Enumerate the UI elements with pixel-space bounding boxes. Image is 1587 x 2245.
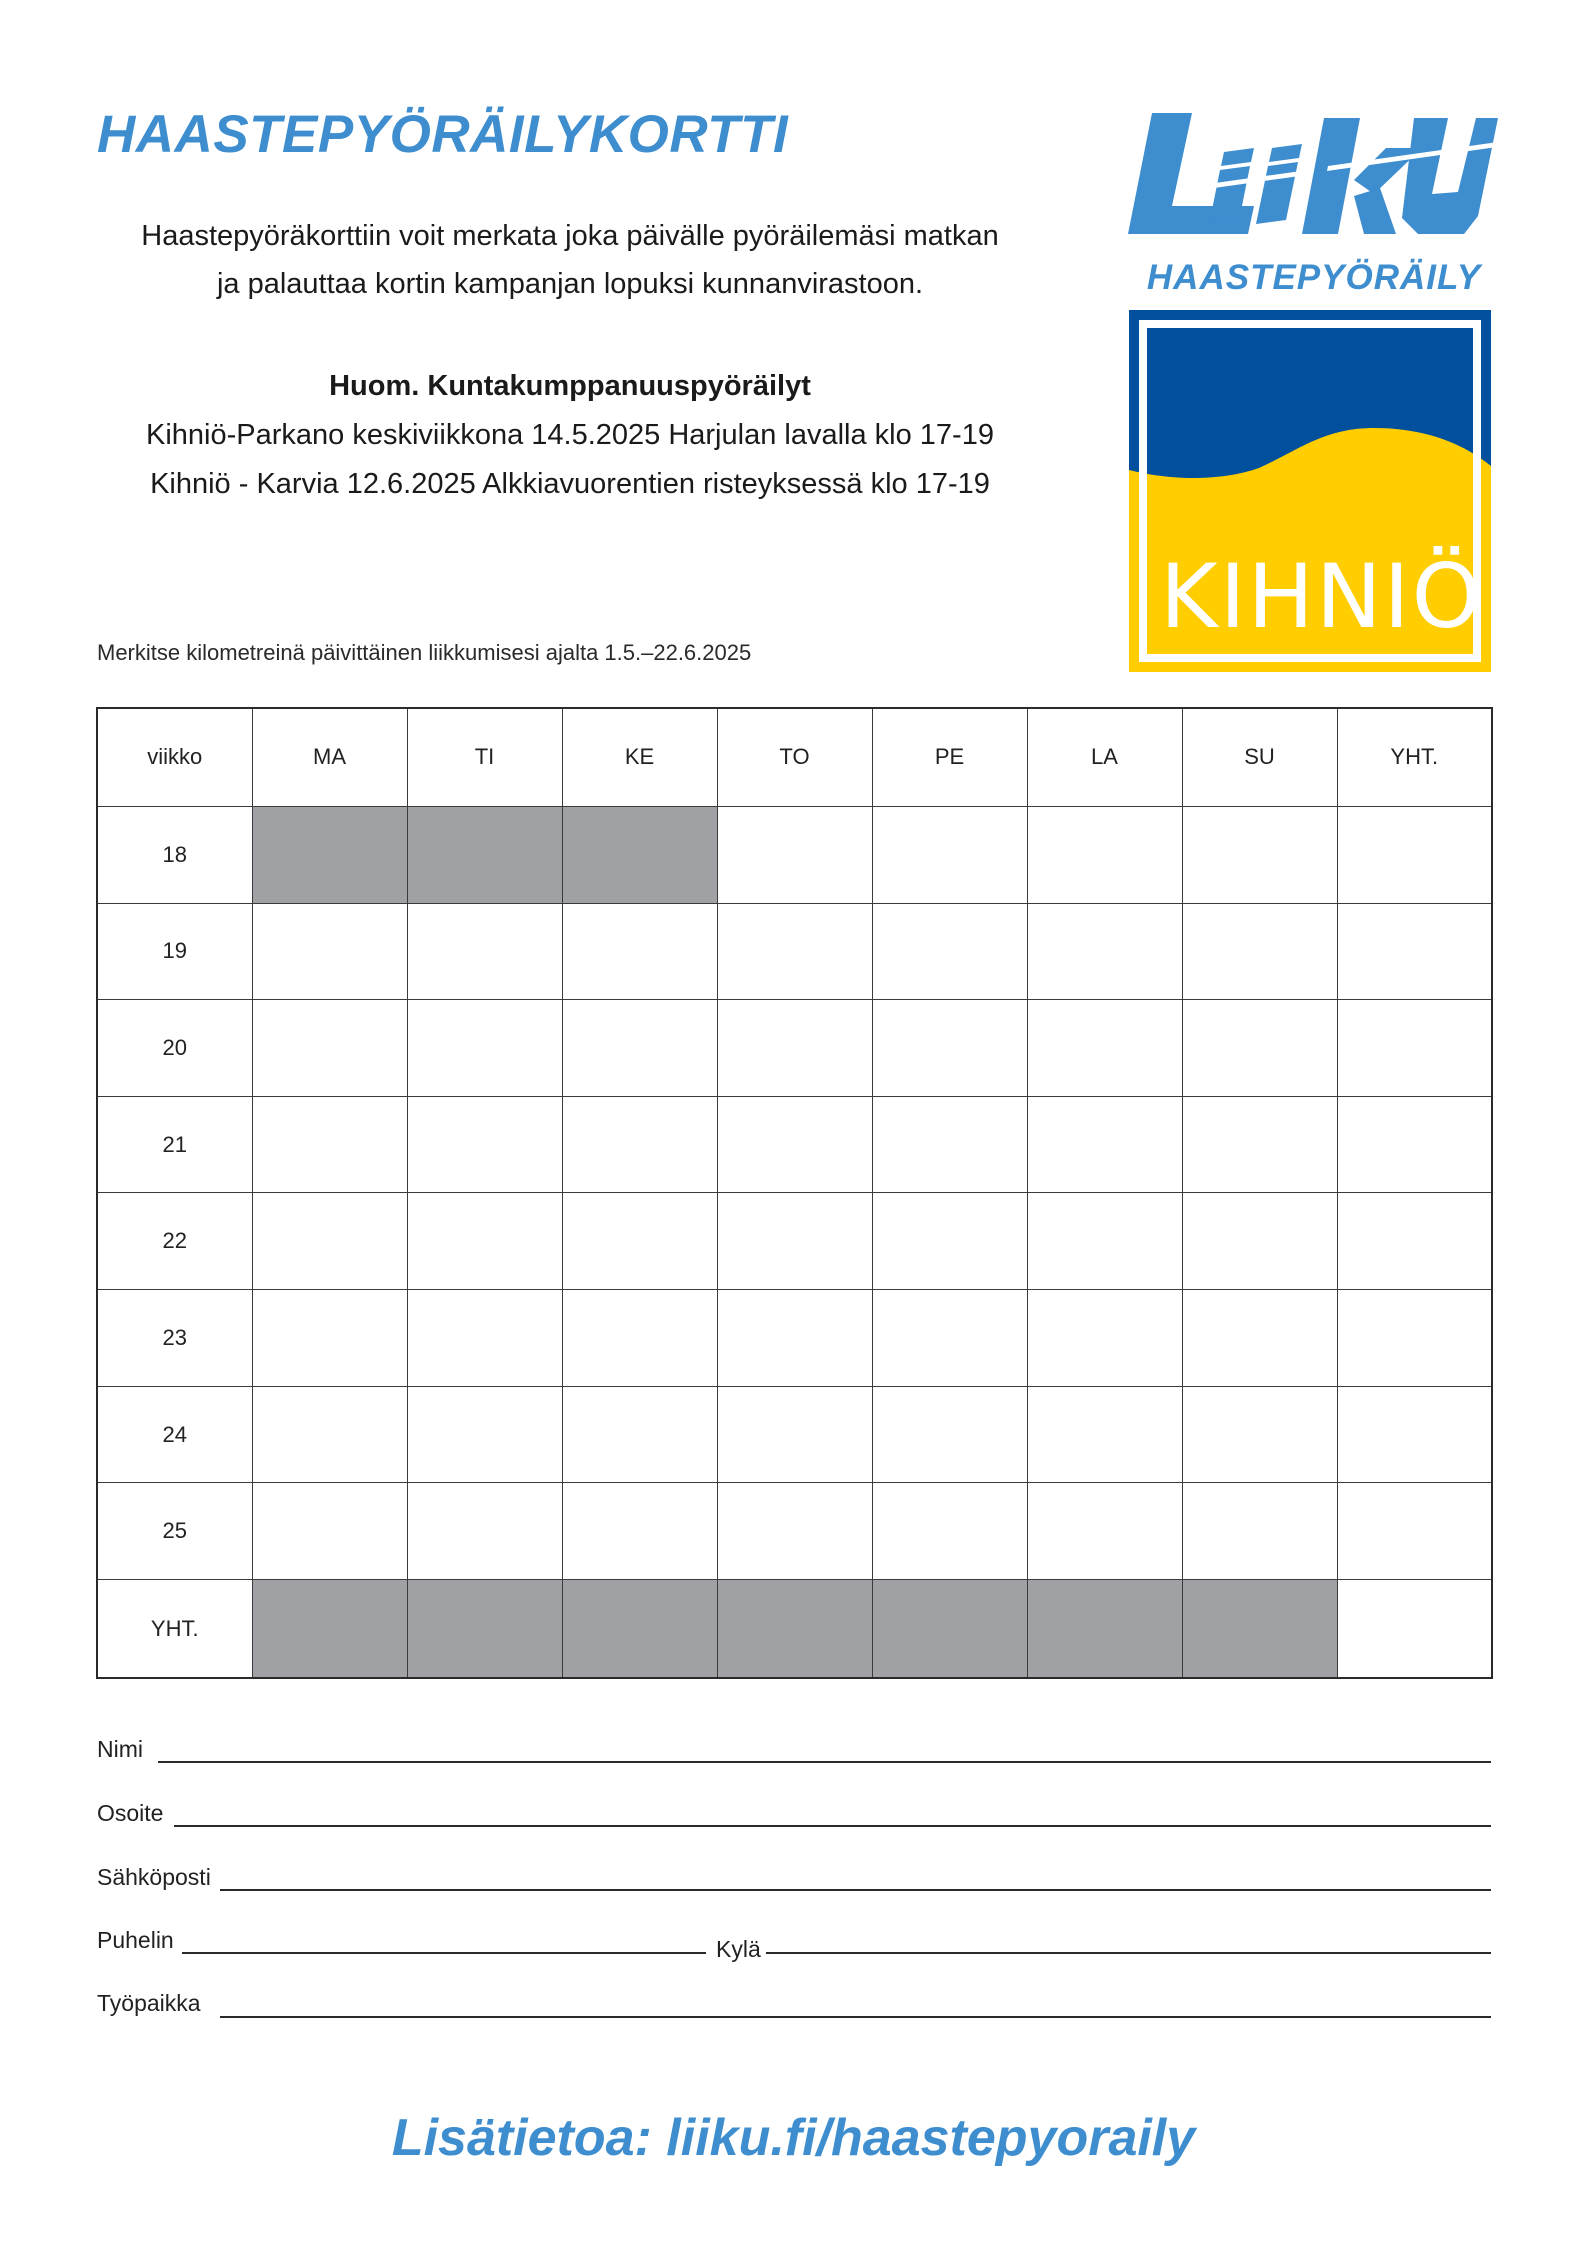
km-entry-cell[interactable] bbox=[252, 1386, 407, 1483]
km-entry-cell[interactable] bbox=[872, 903, 1027, 1000]
disabled-cell bbox=[562, 1580, 717, 1678]
disabled-cell bbox=[717, 1580, 872, 1678]
column-header: KE bbox=[562, 708, 717, 806]
week-total-cell[interactable] bbox=[1337, 1000, 1492, 1097]
km-entry-cell[interactable] bbox=[252, 903, 407, 1000]
km-entry-cell[interactable] bbox=[407, 1193, 562, 1290]
disabled-cell bbox=[407, 1580, 562, 1678]
km-entry-cell[interactable] bbox=[252, 1000, 407, 1097]
week-number: 21 bbox=[97, 1096, 252, 1193]
table-row bbox=[97, 1193, 1492, 1290]
km-entry-cell[interactable] bbox=[407, 1290, 562, 1387]
km-entry-cell[interactable] bbox=[872, 1483, 1027, 1580]
week-total-cell[interactable] bbox=[1337, 806, 1492, 903]
km-entry-cell[interactable] bbox=[717, 1483, 872, 1580]
week-total-cell[interactable] bbox=[1337, 1096, 1492, 1193]
km-entry-cell[interactable] bbox=[1182, 806, 1337, 903]
km-entry-cell[interactable] bbox=[252, 1483, 407, 1580]
total-row bbox=[97, 1580, 1492, 1678]
address-label: Osoite bbox=[97, 1800, 164, 1826]
email-label: Sähköposti bbox=[97, 1864, 211, 1890]
week-total-cell[interactable] bbox=[1337, 1290, 1492, 1387]
km-entry-cell[interactable] bbox=[1027, 1483, 1182, 1580]
km-entry-cell[interactable] bbox=[1027, 1096, 1182, 1193]
week-total-cell[interactable] bbox=[1337, 1193, 1492, 1290]
km-entry-cell[interactable] bbox=[562, 1483, 717, 1580]
week-number: 18 bbox=[97, 806, 252, 903]
km-entry-cell[interactable] bbox=[1182, 1193, 1337, 1290]
footer-link[interactable]: Lisätietoa: liiku.fi/haastepyoraily bbox=[391, 2109, 1196, 2167]
table-row bbox=[97, 806, 1492, 903]
notice-heading: Huom. Kuntakumppanuuspyöräilyt bbox=[329, 370, 811, 402]
notice-line-2: Kihniö - Karvia 12.6.2025 Alkkiavuorentien risteyksessä klo 17-19 bbox=[150, 468, 990, 500]
km-entry-cell[interactable] bbox=[717, 1386, 872, 1483]
disabled-cell bbox=[252, 1580, 407, 1678]
phone-label: Puhelin bbox=[97, 1927, 174, 1953]
phone-field[interactable] bbox=[182, 1952, 706, 1954]
disabled-cell bbox=[252, 806, 407, 903]
table-row bbox=[97, 903, 1492, 1000]
distance-table bbox=[96, 707, 1493, 1679]
name-label: Nimi bbox=[97, 1736, 143, 1762]
km-entry-cell[interactable] bbox=[562, 1386, 717, 1483]
name-field[interactable] bbox=[158, 1761, 1491, 1763]
km-entry-cell[interactable] bbox=[252, 1096, 407, 1193]
km-entry-cell[interactable] bbox=[407, 903, 562, 1000]
km-entry-cell[interactable] bbox=[1027, 903, 1182, 1000]
km-entry-cell[interactable] bbox=[407, 1386, 562, 1483]
column-header: LA bbox=[1027, 708, 1182, 806]
km-entry-cell[interactable] bbox=[872, 806, 1027, 903]
email-field[interactable] bbox=[220, 1889, 1491, 1891]
km-entry-cell[interactable] bbox=[1027, 1000, 1182, 1097]
village-field[interactable] bbox=[766, 1952, 1491, 1954]
grand-total-cell[interactable] bbox=[1337, 1580, 1492, 1678]
column-header: YHT. bbox=[1337, 708, 1492, 806]
intro-text bbox=[60, 212, 1080, 308]
kihnio-wordmark: KIHNIÖ bbox=[1160, 545, 1483, 648]
km-entry-cell[interactable] bbox=[1027, 1386, 1182, 1483]
table-header-row bbox=[97, 708, 1492, 806]
disabled-cell bbox=[1027, 1580, 1182, 1678]
km-entry-cell[interactable] bbox=[252, 1290, 407, 1387]
disabled-cell bbox=[1182, 1580, 1337, 1678]
km-entry-cell[interactable] bbox=[1027, 1290, 1182, 1387]
disabled-cell bbox=[562, 806, 717, 903]
km-entry-cell[interactable] bbox=[562, 1290, 717, 1387]
km-entry-cell[interactable] bbox=[717, 1096, 872, 1193]
column-header: TO bbox=[717, 708, 872, 806]
workplace-field[interactable] bbox=[220, 2016, 1491, 2018]
table-row bbox=[97, 1096, 1492, 1193]
km-entry-cell[interactable] bbox=[562, 903, 717, 1000]
week-number: 19 bbox=[97, 903, 252, 1000]
km-entry-cell[interactable] bbox=[717, 903, 872, 1000]
notice-line-1: Kihniö-Parkano keskiviikkona 14.5.2025 Harjulan lavalla klo 17-19 bbox=[146, 419, 994, 451]
instructions-text: Merkitse kilometreinä päivittäinen liikkumisesi ajalta 1.5.–22.6.2025 bbox=[97, 640, 752, 665]
km-entry-cell[interactable] bbox=[1182, 1000, 1337, 1097]
km-entry-cell[interactable] bbox=[1182, 1096, 1337, 1193]
km-entry-cell[interactable] bbox=[562, 1193, 717, 1290]
disabled-cell bbox=[872, 1580, 1027, 1678]
km-entry-cell[interactable] bbox=[872, 1193, 1027, 1290]
week-number: 25 bbox=[97, 1483, 252, 1580]
km-entry-cell[interactable] bbox=[407, 1483, 562, 1580]
km-entry-cell[interactable] bbox=[407, 1000, 562, 1097]
km-entry-cell[interactable] bbox=[1182, 1386, 1337, 1483]
liiku-subtitle: HAASTEPYÖRÄILY bbox=[1146, 258, 1482, 297]
column-header: TI bbox=[407, 708, 562, 806]
km-entry-cell[interactable] bbox=[1027, 1193, 1182, 1290]
column-header: PE bbox=[872, 708, 1027, 806]
km-entry-cell[interactable] bbox=[717, 1290, 872, 1387]
km-entry-cell[interactable] bbox=[1182, 1290, 1337, 1387]
km-entry-cell[interactable] bbox=[717, 806, 872, 903]
workplace-label: Työpaikka bbox=[97, 1990, 201, 2016]
column-header: viikko bbox=[97, 708, 252, 806]
week-number: 20 bbox=[97, 1000, 252, 1097]
week-total-cell[interactable] bbox=[1337, 1483, 1492, 1580]
column-header: MA bbox=[252, 708, 407, 806]
km-entry-cell[interactable] bbox=[872, 1000, 1027, 1097]
km-entry-cell[interactable] bbox=[562, 1000, 717, 1097]
km-entry-cell[interactable] bbox=[872, 1386, 1027, 1483]
table-row bbox=[97, 1386, 1492, 1483]
week-number: 24 bbox=[97, 1386, 252, 1483]
km-entry-cell[interactable] bbox=[562, 1096, 717, 1193]
week-number: 23 bbox=[97, 1290, 252, 1387]
intro-line-1: Haastepyöräkorttiin voit merkata joka päivälle pyöräilemäsi matkan bbox=[141, 220, 999, 252]
km-entry-cell[interactable] bbox=[252, 1193, 407, 1290]
km-entry-cell[interactable] bbox=[717, 1193, 872, 1290]
address-field[interactable] bbox=[174, 1825, 1491, 1827]
disabled-cell bbox=[407, 806, 562, 903]
km-entry-cell[interactable] bbox=[1182, 903, 1337, 1000]
table-row bbox=[97, 1290, 1492, 1387]
total-row-label: YHT. bbox=[97, 1580, 252, 1678]
page-title: HAASTEPYÖRÄILYKORTTI bbox=[97, 105, 789, 164]
km-entry-cell[interactable] bbox=[1027, 806, 1182, 903]
km-entry-cell[interactable] bbox=[872, 1096, 1027, 1193]
intro-line-2: ja palauttaa kortin kampanjan lopuksi kunnanvirastoon. bbox=[216, 268, 924, 300]
table-row bbox=[97, 1000, 1492, 1097]
week-total-cell[interactable] bbox=[1337, 903, 1492, 1000]
week-total-cell[interactable] bbox=[1337, 1386, 1492, 1483]
km-entry-cell[interactable] bbox=[717, 1000, 872, 1097]
km-entry-cell[interactable] bbox=[407, 1096, 562, 1193]
km-entry-cell[interactable] bbox=[872, 1290, 1027, 1387]
table-row bbox=[97, 1483, 1492, 1580]
liiku-logo bbox=[1128, 108, 1498, 238]
notice-block bbox=[60, 362, 1080, 509]
week-number: 22 bbox=[97, 1193, 252, 1290]
column-header: SU bbox=[1182, 708, 1337, 806]
km-entry-cell[interactable] bbox=[1182, 1483, 1337, 1580]
village-label: Kylä bbox=[716, 1936, 761, 1962]
